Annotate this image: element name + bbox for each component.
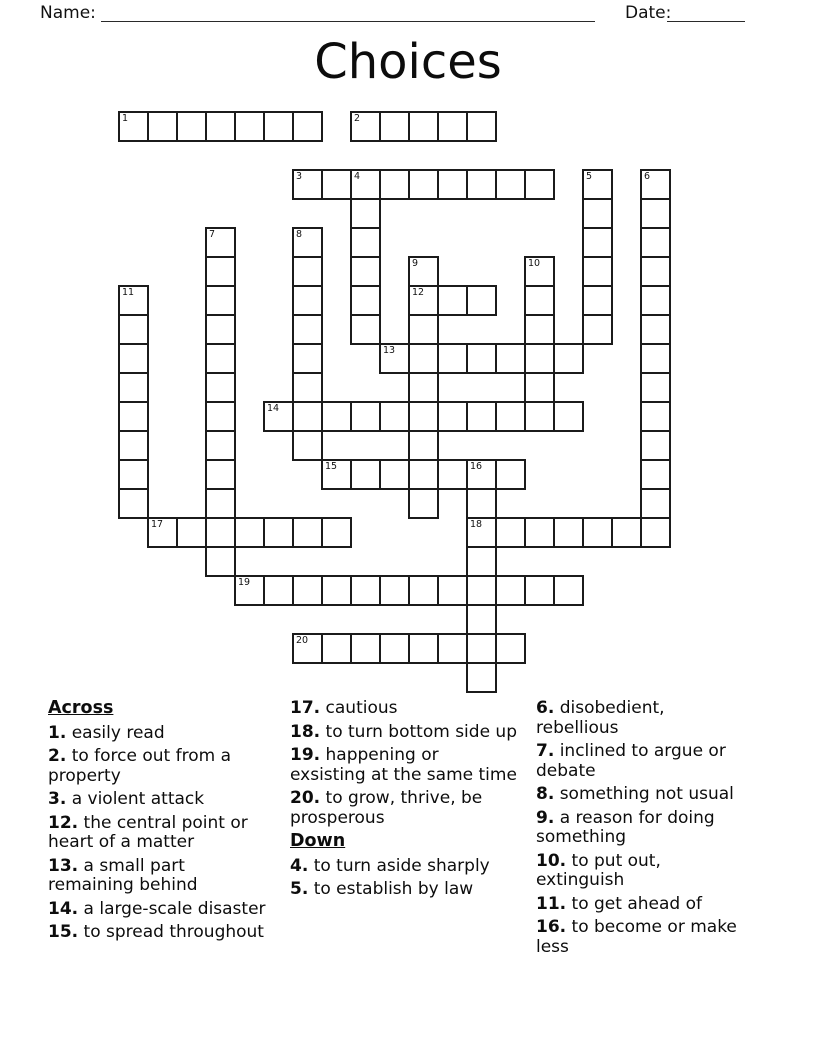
grid-cell[interactable] — [640, 227, 671, 258]
grid-cell[interactable] — [466, 343, 497, 374]
grid-cell[interactable] — [263, 575, 294, 606]
clue-13: 13. a small part remaining behind — [48, 855, 198, 895]
grid-cell[interactable] — [205, 256, 236, 287]
grid-cell[interactable] — [379, 459, 410, 490]
grid-cell[interactable] — [524, 575, 555, 606]
grid-cell[interactable] — [292, 575, 323, 606]
grid-cell[interactable] — [234, 111, 265, 142]
grid-cell[interactable] — [495, 633, 526, 664]
grid-cell[interactable] — [582, 285, 613, 316]
grid-cell[interactable] — [350, 111, 381, 142]
grid-cell[interactable] — [205, 430, 236, 461]
grid-cell[interactable] — [263, 401, 294, 432]
grid-cell[interactable] — [437, 401, 468, 432]
grid-cell[interactable] — [408, 372, 439, 403]
grid-cell[interactable] — [582, 256, 613, 287]
clue-number: 3. — [48, 789, 67, 809]
cell-number: 8 — [296, 229, 303, 240]
grid-cell[interactable] — [495, 169, 526, 200]
grid-cell[interactable] — [640, 488, 671, 519]
clue-column-2 — [290, 699, 518, 904]
clue-column-3 — [536, 699, 751, 961]
grid-cell[interactable] — [495, 401, 526, 432]
clue-3: 3. a violent attack — [48, 789, 205, 809]
grid-cell[interactable] — [408, 343, 439, 374]
grid-cell[interactable] — [408, 314, 439, 345]
cell-number: 17 — [151, 519, 164, 530]
grid-cell[interactable] — [466, 575, 497, 606]
grid-cell[interactable] — [524, 285, 555, 316]
grid-cell[interactable] — [408, 430, 439, 461]
grid-cell[interactable] — [205, 401, 236, 432]
grid-cell[interactable] — [205, 227, 236, 258]
grid-cell[interactable] — [524, 401, 555, 432]
clue-number: 8. — [536, 784, 555, 804]
grid-cell[interactable] — [582, 169, 613, 200]
clue-number: 13. — [48, 855, 79, 876]
grid-cell[interactable] — [408, 575, 439, 606]
grid-cell[interactable] — [524, 517, 555, 548]
grid-cell[interactable] — [292, 633, 323, 664]
grid-cell[interactable] — [321, 459, 352, 490]
grid-cell[interactable] — [292, 227, 323, 258]
cell-number: 5 — [586, 171, 593, 182]
grid-cell[interactable] — [553, 517, 584, 548]
grid-cell[interactable] — [408, 633, 439, 664]
clue-14: 14. a large-scale disaster — [48, 898, 266, 919]
grid-cell[interactable] — [205, 285, 236, 316]
grid-cell[interactable] — [437, 575, 468, 606]
grid-cell[interactable] — [292, 343, 323, 374]
clue-number: 18. — [290, 721, 321, 742]
grid-cell[interactable] — [408, 256, 439, 287]
grid-cell[interactable] — [466, 459, 497, 490]
grid-cell[interactable] — [524, 343, 555, 374]
grid-cell[interactable] — [553, 575, 584, 606]
grid-cell[interactable] — [350, 633, 381, 664]
grid-cell[interactable] — [553, 401, 584, 432]
cell-number: 18 — [470, 519, 483, 530]
grid-cell[interactable] — [292, 372, 323, 403]
grid-cell[interactable] — [437, 169, 468, 200]
grid-cell[interactable] — [350, 314, 381, 345]
grid-cell[interactable] — [640, 430, 671, 461]
grid-cell[interactable] — [321, 633, 352, 664]
grid-cell[interactable] — [466, 488, 497, 519]
grid-cell[interactable] — [292, 169, 323, 200]
grid-cell[interactable] — [640, 517, 671, 548]
grid-cell[interactable] — [466, 285, 497, 316]
grid-cell[interactable] — [350, 169, 381, 200]
name-label: Name: — [40, 3, 96, 23]
clue-4: 4. to turn aside sharply — [290, 855, 490, 876]
grid-cell[interactable] — [263, 517, 294, 548]
grid-cell[interactable] — [640, 198, 671, 229]
grid-cell[interactable] — [466, 662, 497, 693]
grid-cell[interactable] — [640, 314, 671, 345]
clue-17: 17. cautious — [290, 698, 398, 718]
grid-cell[interactable] — [524, 314, 555, 345]
cell-number: 15 — [325, 461, 338, 472]
clue-7: 7. inclined to argue or debate — [536, 741, 726, 781]
clue-20: 20. to grow, thrive, be prosperous — [290, 788, 483, 828]
cell-number: 11 — [122, 287, 135, 298]
clue-6: 6. disobedient, rebellious — [536, 698, 665, 738]
grid-cell[interactable] — [234, 517, 265, 548]
grid-cell[interactable] — [466, 633, 497, 664]
grid-cell[interactable] — [437, 343, 468, 374]
across-heading: Across — [48, 698, 114, 718]
cell-number: 6 — [644, 171, 651, 182]
clue-number: 14. — [48, 898, 79, 919]
grid-cell[interactable] — [292, 401, 323, 432]
grid-cell[interactable] — [640, 256, 671, 287]
clue-number: 7. — [536, 741, 555, 761]
grid-cell[interactable] — [292, 430, 323, 461]
grid-cell[interactable] — [350, 401, 381, 432]
grid-cell[interactable] — [466, 546, 497, 577]
grid-cell[interactable] — [466, 111, 497, 142]
grid-cell[interactable] — [437, 459, 468, 490]
clue-number: 20. — [290, 788, 321, 808]
grid-cell[interactable] — [553, 343, 584, 374]
grid-cell[interactable] — [205, 546, 236, 577]
grid-cell[interactable] — [640, 343, 671, 374]
cell-number: 10 — [528, 258, 541, 269]
grid-cell[interactable] — [466, 401, 497, 432]
clue-15: 15. to spread throughout — [48, 922, 264, 942]
clue-10: 10. to put out, extinguish — [536, 850, 661, 890]
grid-cell[interactable] — [582, 198, 613, 229]
date-input-line[interactable] — [667, 21, 745, 22]
grid-cell[interactable] — [292, 517, 323, 548]
grid-cell[interactable] — [408, 169, 439, 200]
clue-number: 5. — [290, 879, 309, 899]
grid-cell[interactable] — [408, 459, 439, 490]
grid-cell[interactable] — [205, 314, 236, 345]
grid-cell[interactable] — [205, 459, 236, 490]
cell-number: 9 — [412, 258, 419, 269]
grid-cell[interactable] — [379, 169, 410, 200]
clue-number: 9. — [536, 807, 555, 828]
grid-cell[interactable] — [437, 111, 468, 142]
grid-cell[interactable] — [437, 633, 468, 664]
cell-number: 20 — [296, 635, 309, 646]
cell-number: 2 — [354, 113, 361, 124]
cell-number: 3 — [296, 171, 303, 182]
clue-9: 9. a reason for doing something — [536, 807, 715, 847]
grid-cell[interactable] — [263, 111, 294, 142]
clue-number: 10. — [536, 850, 567, 871]
grid-cell[interactable] — [379, 401, 410, 432]
grid-cell[interactable] — [292, 314, 323, 345]
clue-number: 4. — [290, 855, 309, 876]
grid-cell[interactable] — [495, 459, 526, 490]
grid-cell[interactable] — [640, 372, 671, 403]
clue-16: 16. to become or make less — [536, 917, 737, 957]
clue-number: 15. — [48, 922, 79, 942]
grid-cell[interactable] — [118, 372, 149, 403]
grid-cell[interactable] — [379, 575, 410, 606]
clue-number: 2. — [48, 746, 67, 766]
grid-cell[interactable] — [321, 575, 352, 606]
grid-cell[interactable] — [118, 401, 149, 432]
cell-number: 12 — [412, 287, 425, 298]
grid-cell[interactable] — [408, 111, 439, 142]
grid-cell[interactable] — [118, 343, 149, 374]
cell-number: 14 — [267, 403, 280, 414]
clue-number: 16. — [536, 917, 567, 937]
grid-cell[interactable] — [234, 575, 265, 606]
grid-cell[interactable] — [205, 111, 236, 142]
grid-cell[interactable] — [118, 459, 149, 490]
clue-number: 17. — [290, 698, 321, 718]
grid-cell[interactable] — [466, 517, 497, 548]
cell-number: 16 — [470, 461, 483, 472]
grid-cell[interactable] — [205, 343, 236, 374]
grid-cell[interactable] — [350, 227, 381, 258]
grid-cell[interactable] — [524, 169, 555, 200]
grid-cell[interactable] — [292, 285, 323, 316]
clue-1: 1. easily read — [48, 722, 165, 743]
clue-19: 19. happening or exsisting at the same time — [290, 745, 517, 785]
cell-number: 13 — [383, 345, 396, 356]
clue-column-1 — [48, 699, 273, 947]
cell-number: 19 — [238, 577, 251, 588]
grid-cell[interactable] — [147, 111, 178, 142]
clue-12: 12. the central point or heart of a matter — [48, 812, 248, 852]
clue-number: 12. — [48, 812, 79, 833]
cell-number: 4 — [354, 171, 361, 182]
puzzle-title: Choices — [314, 34, 502, 90]
grid-cell[interactable] — [640, 459, 671, 490]
clue-number: 1. — [48, 722, 67, 743]
grid-cell[interactable] — [176, 517, 207, 548]
grid-cell[interactable] — [118, 111, 149, 142]
grid-cell[interactable] — [205, 488, 236, 519]
cell-number: 1 — [122, 113, 129, 124]
grid-cell[interactable] — [350, 575, 381, 606]
clue-2: 2. to force out from a property — [48, 746, 232, 786]
grid-cell[interactable] — [640, 169, 671, 200]
clue-number: 6. — [536, 698, 555, 718]
grid-cell[interactable] — [582, 314, 613, 345]
grid-cell[interactable] — [118, 314, 149, 345]
grid-cell[interactable] — [292, 256, 323, 287]
grid-cell[interactable] — [147, 517, 178, 548]
clue-11: 11. to get ahead of — [536, 893, 702, 914]
cell-number: 7 — [209, 229, 216, 240]
grid-cell[interactable] — [379, 343, 410, 374]
grid-cell[interactable] — [437, 285, 468, 316]
grid-cell[interactable] — [495, 517, 526, 548]
clue-5: 5. to establish by law — [290, 879, 474, 899]
grid-cell[interactable] — [408, 401, 439, 432]
grid-cell[interactable] — [118, 285, 149, 316]
grid-cell[interactable] — [582, 227, 613, 258]
clue-number: 19. — [290, 745, 321, 765]
grid-cell[interactable] — [408, 488, 439, 519]
name-input-line[interactable] — [101, 21, 595, 22]
grid-cell[interactable] — [466, 604, 497, 635]
grid-cell[interactable] — [350, 256, 381, 287]
grid-cell[interactable] — [321, 401, 352, 432]
grid-cell[interactable] — [205, 372, 236, 403]
grid-cell[interactable] — [350, 198, 381, 229]
grid-cell[interactable] — [379, 111, 410, 142]
grid-cell[interactable] — [640, 401, 671, 432]
grid-cell[interactable] — [321, 517, 352, 548]
grid-cell[interactable] — [582, 517, 613, 548]
grid-cell[interactable] — [350, 285, 381, 316]
grid-cell[interactable] — [524, 372, 555, 403]
clue-18: 18. to turn bottom side up — [290, 721, 517, 742]
grid-cell[interactable] — [118, 488, 149, 519]
grid-cell[interactable] — [466, 169, 497, 200]
date-label: Date: — [625, 3, 672, 23]
grid-cell[interactable] — [321, 169, 352, 200]
grid-cell[interactable] — [524, 256, 555, 287]
grid-cell[interactable] — [495, 343, 526, 374]
down-heading: Down — [290, 831, 346, 851]
grid-cell[interactable] — [118, 430, 149, 461]
grid-cell[interactable] — [611, 517, 642, 548]
grid-cell[interactable] — [408, 285, 439, 316]
grid-cell[interactable] — [350, 459, 381, 490]
grid-cell[interactable] — [292, 111, 323, 142]
grid-cell[interactable] — [205, 517, 236, 548]
grid-cell[interactable] — [176, 111, 207, 142]
clue-number: 11. — [536, 893, 567, 914]
grid-cell[interactable] — [640, 285, 671, 316]
grid-cell[interactable] — [495, 575, 526, 606]
grid-cell[interactable] — [379, 633, 410, 664]
clue-8: 8. something not usual — [536, 784, 734, 804]
